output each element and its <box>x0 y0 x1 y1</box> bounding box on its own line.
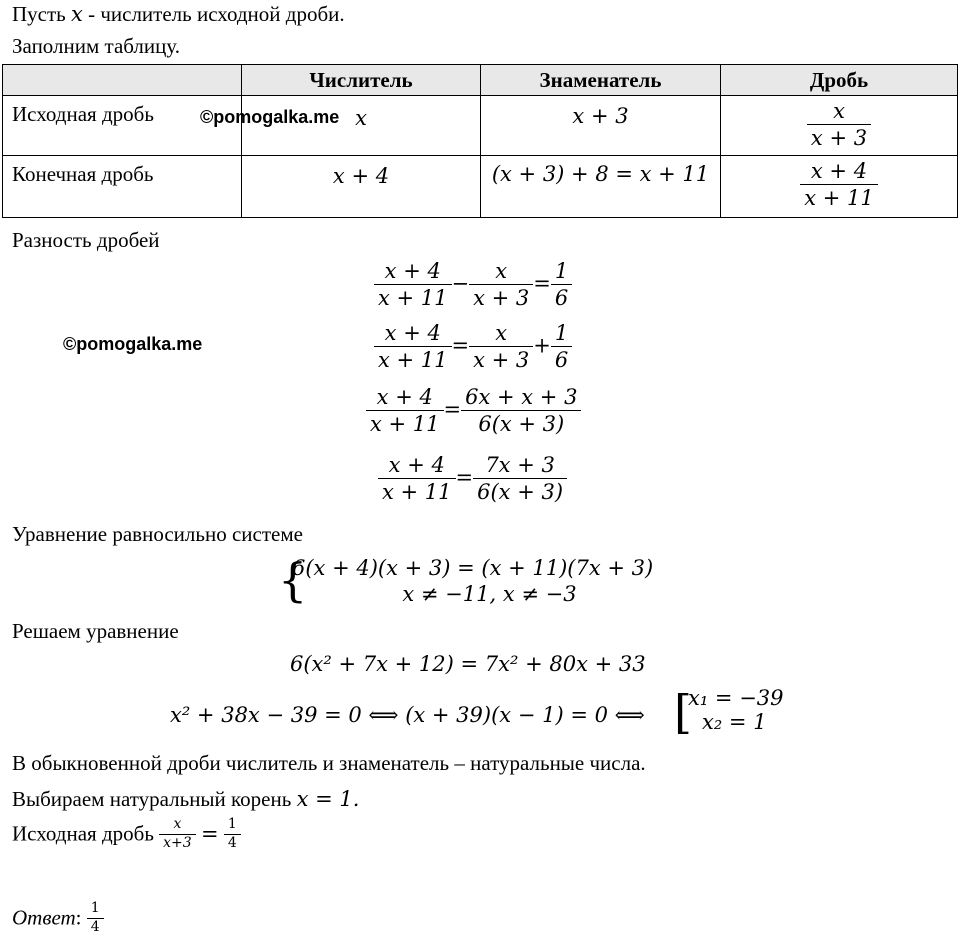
equation-3 <box>366 384 581 438</box>
cell-denominator: (x + 3) + 8 = x + 11 <box>481 156 721 218</box>
cell-fraction <box>721 96 958 156</box>
fraction <box>224 816 241 852</box>
roots-bracket: [ <box>674 685 692 739</box>
fraction-numerator: x + 4 <box>810 159 868 183</box>
intro-line-2: Заполним таблицу. <box>12 34 181 58</box>
conclusion-line-2 <box>12 787 359 812</box>
fraction-denominator: 6 <box>551 284 572 311</box>
fraction-denominator: x + 11 <box>374 346 452 373</box>
fraction-denominator: 6 <box>551 346 572 373</box>
fraction <box>374 320 452 374</box>
fraction-denominator: x+3 <box>159 834 196 853</box>
answer-line <box>12 900 104 936</box>
fraction-denominator: x + 11 <box>374 284 452 311</box>
fraction <box>159 816 196 852</box>
operator: = <box>451 333 470 358</box>
fraction-denominator: x + 3 <box>469 346 533 373</box>
fraction-denominator: 4 <box>224 834 241 853</box>
cell-denominator: x + 3 <box>481 96 721 156</box>
fraction <box>378 452 456 506</box>
cell-numerator: x <box>242 96 481 156</box>
operator: = <box>455 465 474 490</box>
system-block <box>292 556 687 606</box>
table-header-cell: Дробь <box>721 65 958 96</box>
fraction <box>366 384 444 438</box>
section-heading: Разность дробей <box>12 228 160 252</box>
fraction <box>800 158 878 212</box>
fraction-denominator: x + 11 <box>800 184 878 211</box>
fraction <box>469 320 533 374</box>
fraction-numerator: x + 4 <box>384 321 441 345</box>
root-line: x₁ = −39 <box>688 686 784 710</box>
fraction-numerator: x <box>495 321 508 345</box>
fraction-denominator: x + 3 <box>469 284 533 311</box>
operator: = <box>533 271 551 296</box>
fraction-numerator: 1 <box>227 816 237 832</box>
equation-2 <box>374 320 572 374</box>
fraction-numerator: x <box>495 259 508 283</box>
fraction <box>469 258 533 312</box>
equation-1 <box>374 258 572 312</box>
table-row <box>3 96 958 156</box>
intro-prefix: Пусть <box>12 2 66 26</box>
conclusion-expression: x = 1. <box>296 787 360 811</box>
system-line: x ≠ −11, x ≠ −3 <box>402 582 577 606</box>
answer-label: Ответ <box>12 905 76 930</box>
conclusion-text: Выбираем натуральный корень <box>12 787 292 811</box>
solve-line-1: 6(x² + 7x + 12) = 7x² + 80x + 33 <box>290 652 646 676</box>
fraction-numerator: 7x + 3 <box>485 453 555 477</box>
intro-suffix: - числитель исходной дроби. <box>88 2 345 26</box>
solve-line-2: x² + 38x − 39 = 0 ⟺ (x + 39)(x − 1) = 0 ⟺ <box>170 703 645 727</box>
table-header-cell: Знаменатель <box>481 65 721 96</box>
root-line: x₂ = 1 <box>702 710 767 734</box>
fraction-denominator: x + 11 <box>366 410 444 437</box>
fraction <box>87 900 104 936</box>
conclusion-line-1: В обыкновенной дроби числитель и знаменатель – натуральные числа. <box>12 751 646 775</box>
fraction-numerator: 1 <box>554 321 569 345</box>
system-line: 6(x + 4)(x + 3) = (x + 11)(7x + 3) <box>292 556 654 580</box>
equation-4 <box>378 452 567 506</box>
cell-numerator: x + 4 <box>242 156 481 218</box>
watermark: ©pomogalka.me <box>200 107 340 127</box>
fraction-denominator: x + 3 <box>807 124 871 151</box>
roots-block <box>688 686 784 734</box>
table-header-cell: Числитель <box>242 65 481 96</box>
original-label: Исходная дробь <box>12 821 154 846</box>
fractions-table <box>2 64 958 218</box>
fraction-numerator: 1 <box>554 259 569 283</box>
fraction-denominator: 6(x + 3) <box>461 410 581 437</box>
fraction <box>473 452 567 506</box>
fraction <box>551 320 572 374</box>
fraction-numerator: x <box>833 99 845 123</box>
fraction-denominator: 4 <box>87 918 104 937</box>
fraction-numerator: x + 4 <box>388 453 445 477</box>
intro-line-1 <box>12 2 345 27</box>
fraction-numerator: x + 4 <box>376 385 433 409</box>
watermark: ©pomogalka.me <box>63 334 203 354</box>
original-fraction-line <box>12 816 241 852</box>
operator: − <box>451 271 470 296</box>
row-label: Конечная дробь <box>3 156 242 218</box>
fraction <box>461 384 581 438</box>
fraction <box>374 258 452 312</box>
table-row <box>3 156 958 218</box>
fraction-denominator: 6(x + 3) <box>473 478 567 505</box>
section-heading: Уравнение равносильно системе <box>12 522 303 546</box>
table-header-row <box>3 65 958 96</box>
row-label: Исходная дробь <box>3 96 242 156</box>
cell-fraction <box>721 156 958 218</box>
section-heading: Решаем уравнение <box>12 619 179 643</box>
operator: = <box>443 397 462 422</box>
fraction-numerator: 1 <box>90 900 100 916</box>
system-brace: { <box>278 553 308 607</box>
fraction <box>551 258 572 312</box>
fraction-numerator: x <box>173 816 182 832</box>
intro-variable: x <box>71 2 83 26</box>
answer-colon: : <box>75 905 82 930</box>
fraction-denominator: x + 11 <box>378 478 456 505</box>
operator: = <box>200 822 219 846</box>
fraction-numerator: 6x + x + 3 <box>465 385 578 409</box>
table-header-cell <box>3 65 242 96</box>
fraction <box>807 98 871 152</box>
fraction-numerator: x + 4 <box>384 259 441 283</box>
operator: + <box>533 333 551 358</box>
